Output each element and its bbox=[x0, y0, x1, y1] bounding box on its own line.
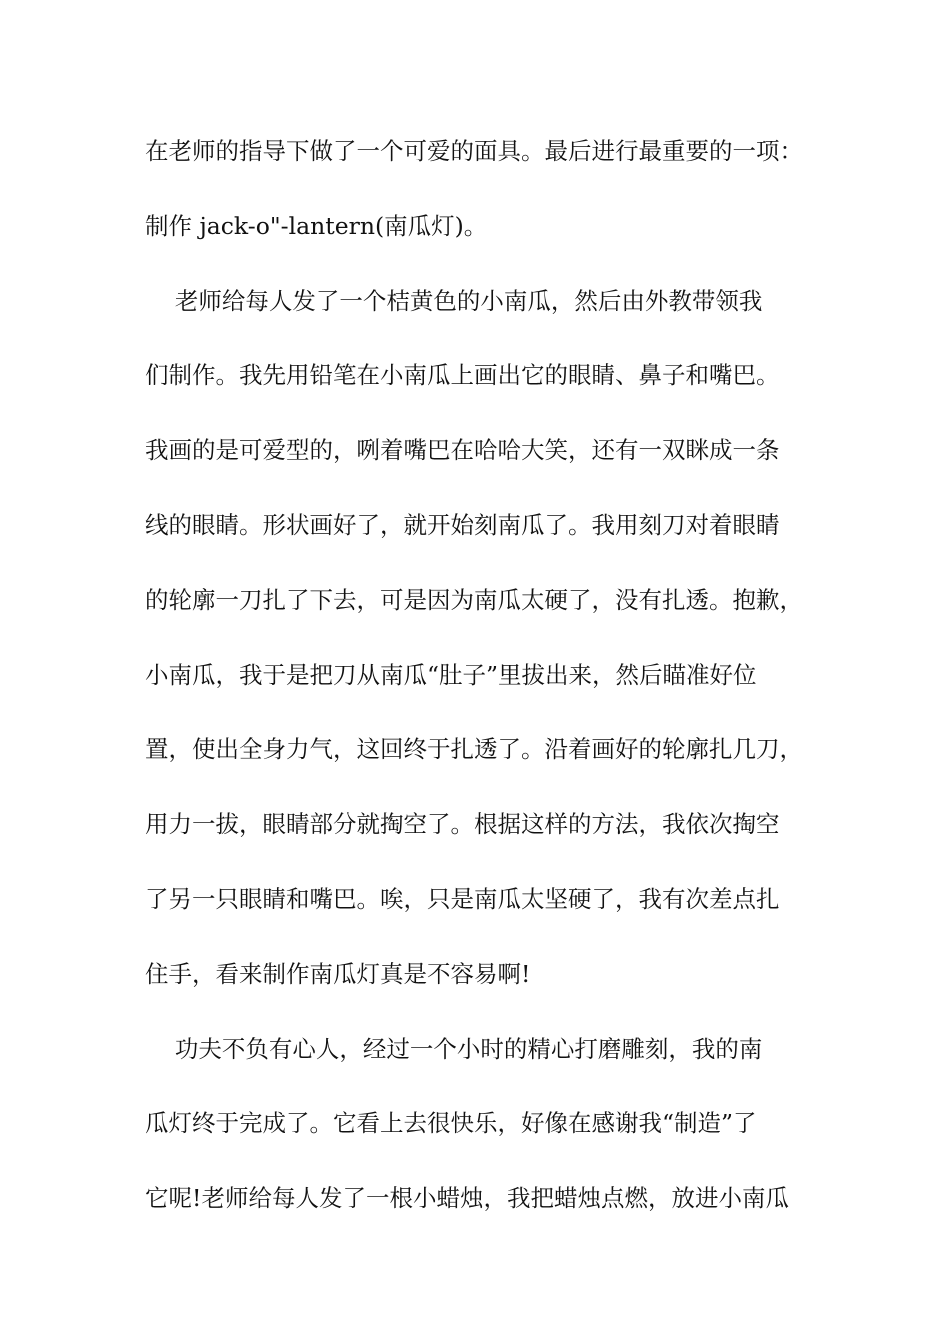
text-line: 老师给每人发了一个桔黄色的小南瓜，然后由外教带领我 bbox=[145, 286, 763, 315]
text-line: 用力一拔，眼睛部分就掏空了。根据这样的方法，我依次掏空 bbox=[145, 810, 780, 839]
text-line: 们制作。我先用铅笔在小南瓜上画出它的眼睛、鼻子和嘴巴。 bbox=[145, 361, 780, 390]
text-line: 它呢!老师给每人发了一根小蜡烛，我把蜡烛点燃，放进小南瓜 bbox=[145, 1184, 789, 1213]
text-line: 制作 jack-o"-lantern(南瓜灯)。 bbox=[145, 211, 488, 240]
text-line: 住手，看来制作南瓜灯真是不容易啊! bbox=[145, 959, 531, 988]
text-line: 线的眼睛。形状画好了，就开始刻南瓜了。我用刻刀对着眼睛 bbox=[145, 510, 780, 539]
essay-text bbox=[145, 127, 845, 1249]
text-line: 了另一只眼睛和嘴巴。唉，只是南瓜太坚硬了，我有次差点扎 bbox=[145, 884, 780, 913]
text-line: 置，使出全身力气，这回终于扎透了。沿着画好的轮廓扎几刀， bbox=[145, 735, 803, 764]
text-line: 在老师的指导下做了一个可爱的面具。最后进行最重要的一项： bbox=[145, 137, 803, 165]
text-line: 我画的是可爱型的，咧着嘴巴在哈哈大笑，还有一双眯成一条 bbox=[145, 436, 780, 465]
text-line: 瓜灯终于完成了。它看上去很快乐，好像在感谢我“制造”了 bbox=[145, 1109, 757, 1138]
text-line: 的轮廓一刀扎了下去，可是因为南瓜太硬了，没有扎透。抱歉， bbox=[145, 585, 803, 614]
text-line: 小南瓜，我于是把刀从南瓜“肚子”里拔出来，然后瞄准好位 bbox=[145, 660, 757, 689]
text-line: 功夫不负有心人，经过一个小时的精心打磨雕刻，我的南 bbox=[145, 1034, 763, 1063]
